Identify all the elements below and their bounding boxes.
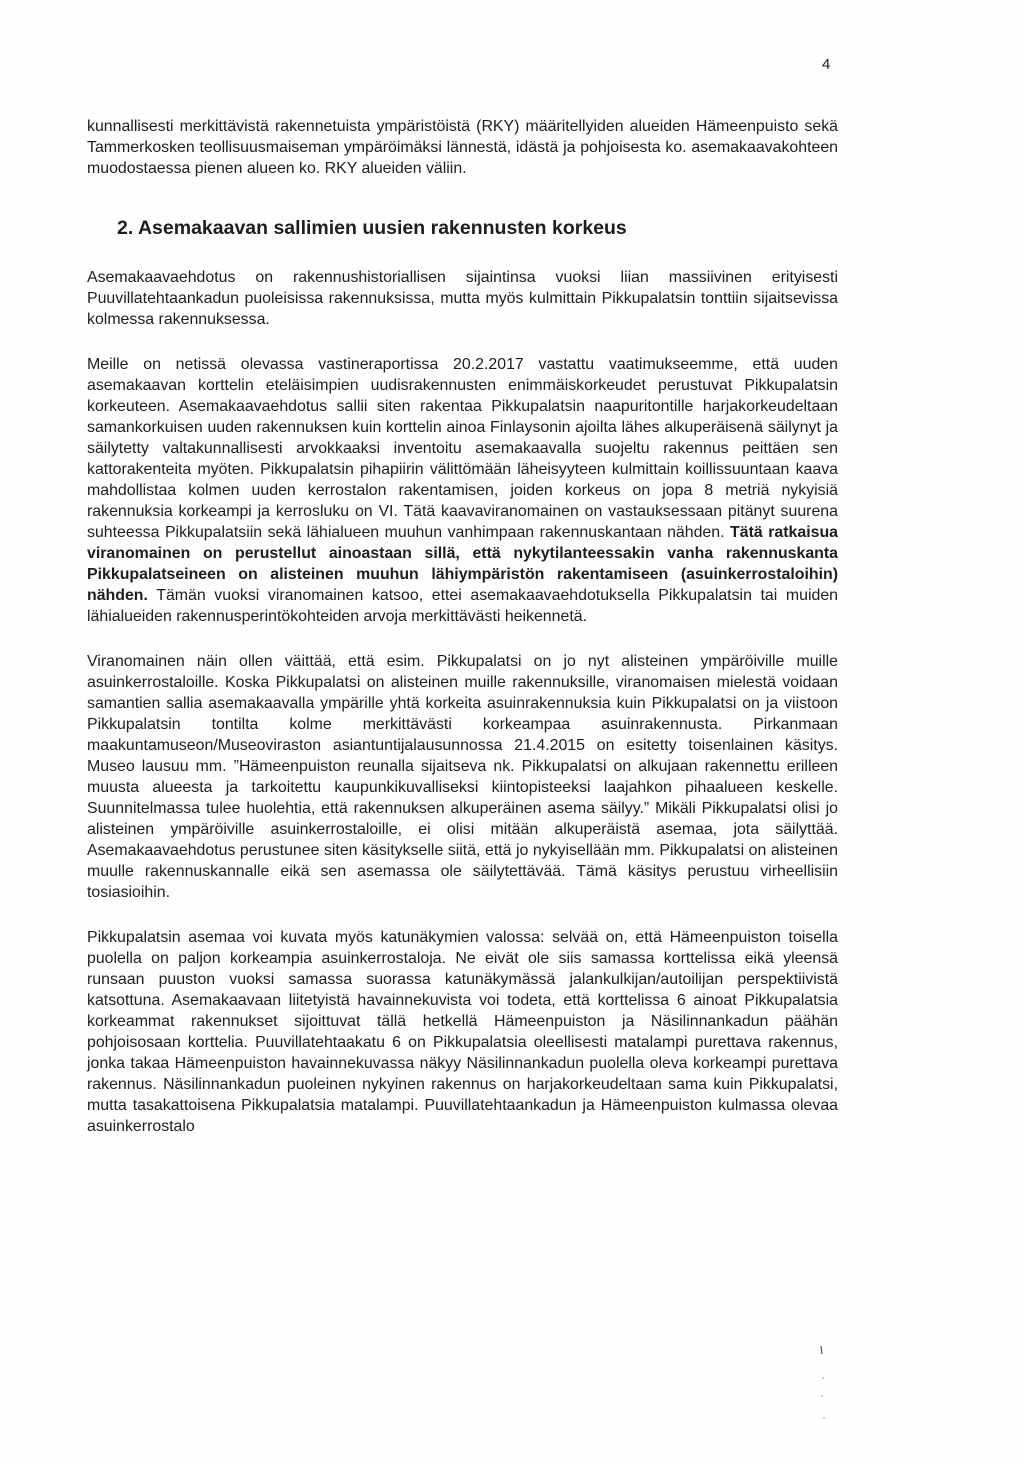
paragraph-response-report-text-b: Tämän vuoksi viranomainen katsoo, ettei asemakaavaehdotuksella Pikkupalatsin tai muiden lähialueiden rakennusperintökohteiden arvoja merkittävästi heikennetä. (87, 587, 838, 625)
paragraph-authority-claim: Viranomainen näin ollen väittää, että esim. Pikkupalatsi on jo nyt alisteinen ympäröiville muille asuinkerrostaloille. Koska Pikkupalatsi on alisteinen muille rakennuksille, viranomaisen mielestä voidaan samantien sallia asemakaavalla ympärille yhtä korkeita asuinrakennuksia kuin Pikkupalatsi on ja viistoon Pikkupalatsin tontilta kolme merkittävästi korkeampaa asuinrakennusta. Pirkanmaan maakuntamuseon/Museoviraston asiantuntijalausunnossa 21.4.2015 on esitetty toisenlainen käsitys. Museo lausuu mm. ”Hämeenpuiston reunalla sijaitseva nk. Pikkupalatsi on alkujaan rakennettu erilleen muusta alueesta ja tarkoitettu kaupunkikuvalliseksi kiintopisteeksi laajahkon pihaalueen keskelle. Suunnitelmassa tulee huolehtia, että rakennuksen alkuperäinen asema säilyy.” Mikäli Pikkupalatsi olisi jo alisteinen ympäröiville asuinkerrostaloille, ei olisi mitään alkuperäistä asemaa, jota säilyttää. Asemakaavaehdotus perustunee siten käsitykselle siitä, että jo nykyisellään mm. Pikkupalatsi on alisteinen muulle rakennuskannalle eikä sen asemassa ole säilytettävää. Tämä käsitys perustuu virheellisiin tosiasioihin. (87, 653, 838, 901)
paragraph-response-report-text-a: Meille on netissä olevassa vastineraportissa 20.2.2017 vastattu vaatimukseemme, että uuden asemakaavan korttelin eteläisimpien uudisrakennusten enimmäiskorkeudet perustuvat Pikkupalatsin korkeuteen. Asemakaavaehdotus sallii siten rakentaa Pikkupalatsin naapuritontille harjakorkeudeltaan samankorkuisen uuden rakennuksen kuin korttelin ainoa Finlaysonin ajoilta lähes alkuperäisenä säilynyt ja säilytetty valtakunnallisesti arvokkaaksi inventoitu asemakaavalla suojeltu rakennus peittäen sen kattorakenteita myöten. Pikkupalatsin pihapiirin välittömään läheisyyteen kulmittain koillissuuntaan kaava mahdollistaa kolmen uuden kerrostalon rakentamisen, joiden korkeus on jopa 8 metriä nykyisiä rakennuksia korkeampi ja kerrosluku on VI. Tätä kaavaviranomainen on vastauksessaan pitänyt suurena suhteessa Pikkupalatsiin sekä lähialueen muuhun vanhimpaan rakennuskantaan nähden. (87, 356, 838, 541)
document-body (87, 116, 838, 1137)
section-heading: 2. Asemakaavan sallimien uusien rakennusten korkeus (117, 217, 627, 239)
paragraph-response-report-bold: Tätä ratkaisua viranomainen on perustellut ainoastaan sillä, että nykytilanteessakin vanha rakennuskanta Pikkupalatseineen on alisteinen muuhun lähiympäristön rakentamiseen (asuinkerrostaloihin) nähden. (87, 524, 839, 604)
paragraph-massiveness: Asemakaavaehdotus on rakennushistoriallisen sijaintinsa vuoksi liian massiivinen erityisesti Puuvillatehtaankadun puoleisissa rakennuksissa, mutta myös kulmittain Pikkupalatsin tonttiin sijaitsevissa kolmessa rakennuksessa. (87, 269, 838, 328)
scan-artifact-marks (816, 1344, 828, 1424)
paragraph-street-views: Pikkupalatsin asemaa voi kuvata myös katunäkymien valossa: selvää on, että Hämeenpuiston toisella puolella on paljon korkeampia asuinkerrostaloja. Ne eivät ole siis samassa korttelissa eikä yleensä runsaan puuston vuoksi samassa suorassa katunäkymässä jalankulkijan/autoilijan perspektiivistä katsottuna. Asemakaavaan liitetyistä havainnekuvista voi todeta, että korttelissa 6 ainoat Pikkupalatsia korkeammat rakennukset sijoittuvat tällä hetkellä Hämeenpuiston ja Näsilinnankadun päähän pohjoisosaan korttelia. Puuvillatehtaakatu 6 on Pikkupalatsia oleellisesti matalampi purettava rakennus, jonka takaa Hämeenpuiston havainnekuvassa näkyy Näsilinnankadun puolella oleva korkeampi purettava rakennus. Näsilinnankadun puoleinen nykyinen rakennus on harjakorkeudeltaan sama kuin Pikkupalatsi, mutta tasakattoisena Pikkupalatsia matalampi. Puuvillatehtaankadun ja Hämeenpuiston kulmassa olevaa asuinkerrostalo (87, 929, 838, 1135)
page-number: 4 (822, 56, 831, 73)
paragraph-response-report (87, 354, 838, 627)
intro-paragraph: kunnallisesti merkittävistä rakennetuista ympäristöistä (RKY) määritellyiden alueiden Hämeenpuisto sekä Tammerkosken teollisuusmaiseman ympäröimäksi lännestä, idästä ja pohjoisesta ko. asemakaavakohteen muodostaessa pienen alueen ko. RKY alueiden väliin. (87, 118, 838, 177)
